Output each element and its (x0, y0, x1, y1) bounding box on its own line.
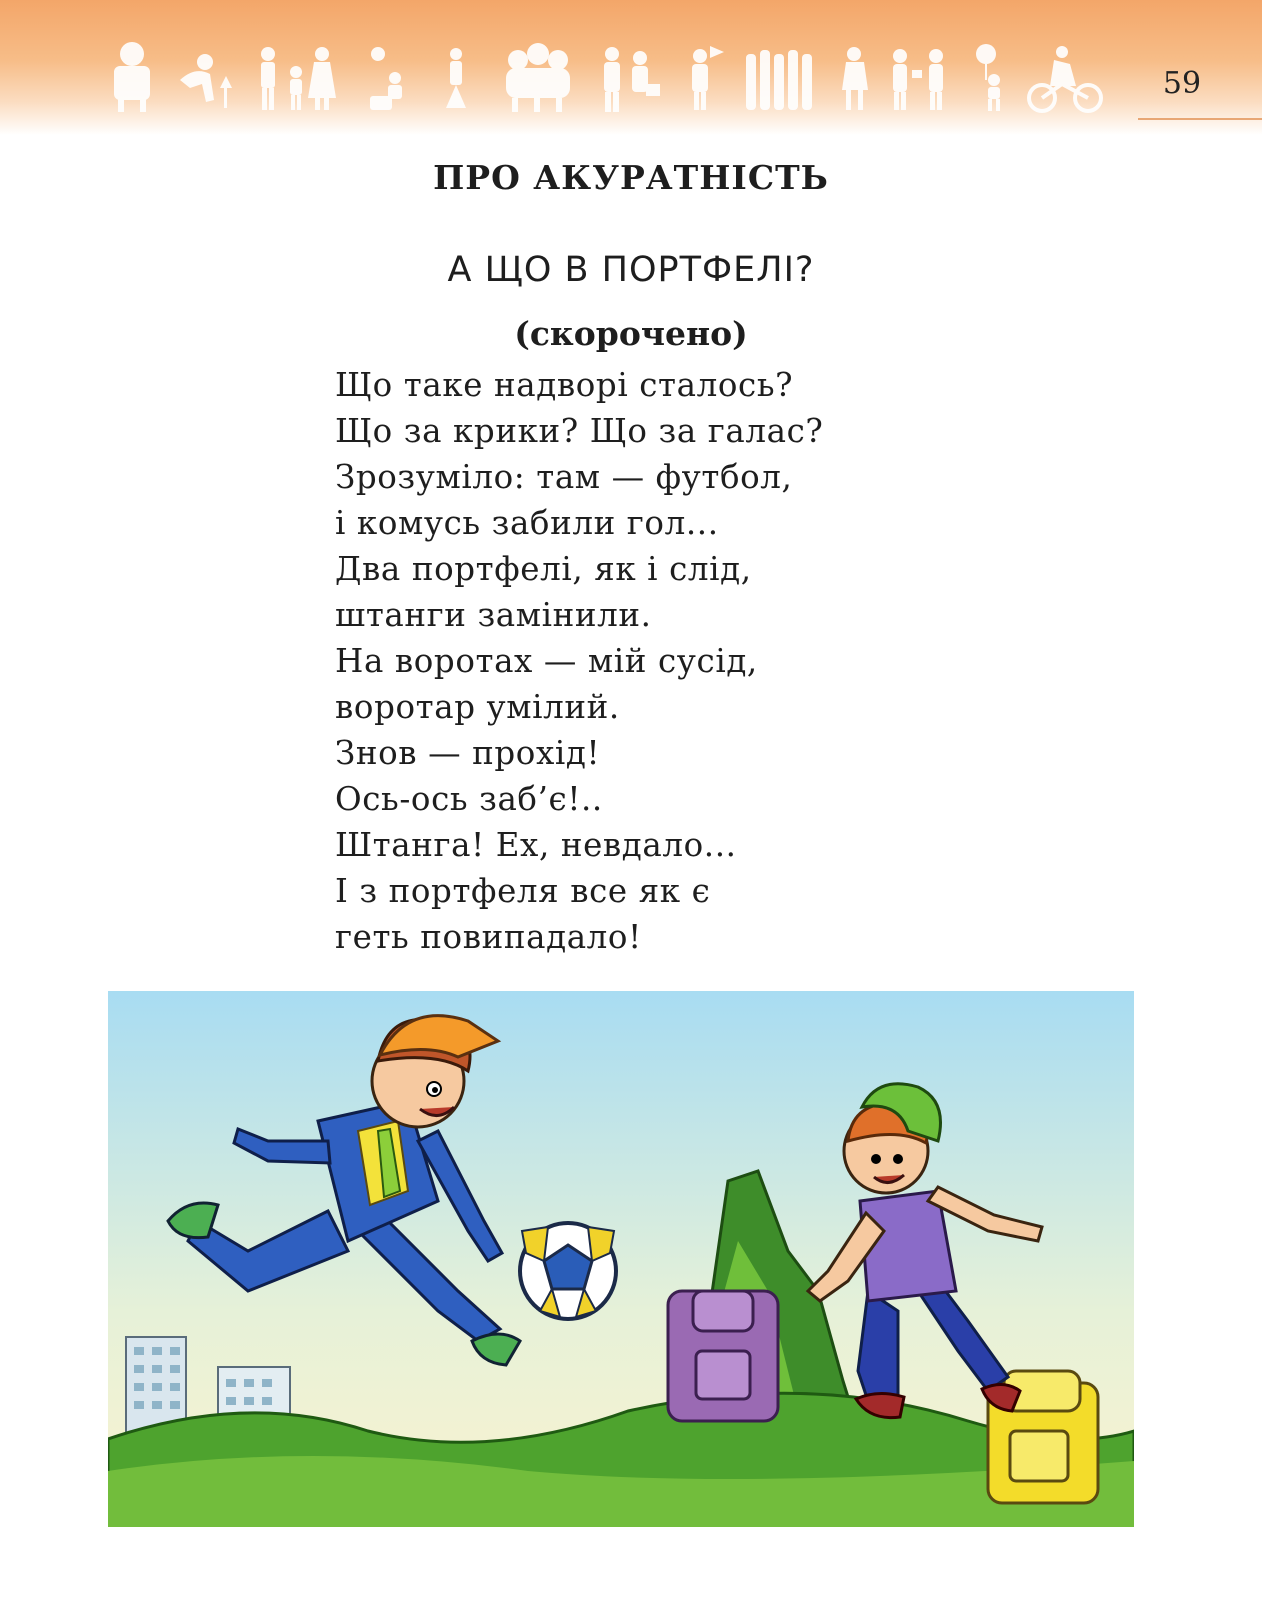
page-number-rule (1138, 118, 1262, 120)
poem-line: Що таке надворі сталось? (335, 366, 794, 404)
family-icon (261, 47, 336, 110)
poem-line: Що за крики? Що за галас? (335, 412, 824, 450)
cyclist-icon (1029, 46, 1101, 111)
poem-line: На воротах — мій сусід, (335, 642, 758, 680)
people-row-icon (746, 50, 812, 110)
helping-icon (604, 47, 660, 112)
football-illustration (108, 991, 1134, 1527)
poem-text (335, 362, 1035, 960)
poem-line: Два портфелі, як і слід, (335, 550, 752, 588)
header-people-icons (110, 40, 1130, 116)
crowd-icon (506, 43, 570, 112)
poem-line: штанги замінили. (335, 596, 652, 634)
gardening-icon (180, 54, 232, 108)
football (520, 1223, 616, 1319)
child-dog-icon (842, 47, 868, 110)
poem-line: Штанга! Ех, невдало... (335, 826, 737, 864)
balloon-child-icon (976, 44, 1000, 111)
poem-line: Зрозуміло: там — футбол, (335, 458, 793, 496)
poem-line: Знов — прохід! (335, 734, 601, 772)
purple-backpack (668, 1291, 778, 1421)
poem-line: Ось-ось заб’є!.. (335, 780, 603, 818)
poem-line: І з портфеля все як є (335, 872, 711, 910)
poem-subtitle: (скорочено) (514, 314, 748, 353)
section-title: ПРО АКУРАТНІСТЬ (433, 158, 829, 197)
exchange-icon (893, 49, 943, 110)
page-number: 59 (1162, 66, 1202, 101)
person-flag-icon (692, 46, 724, 110)
poem-title: А ЩО В ПОРТФЕЛІ? (447, 250, 815, 290)
poem-line: геть повипадало! (335, 918, 642, 956)
poem-line: і комусь забили гол... (335, 504, 719, 542)
sun-child-icon (370, 47, 402, 110)
people-group-icon (114, 42, 150, 112)
poem-line: воротар умілий. (335, 688, 620, 726)
person-icon (446, 48, 466, 108)
